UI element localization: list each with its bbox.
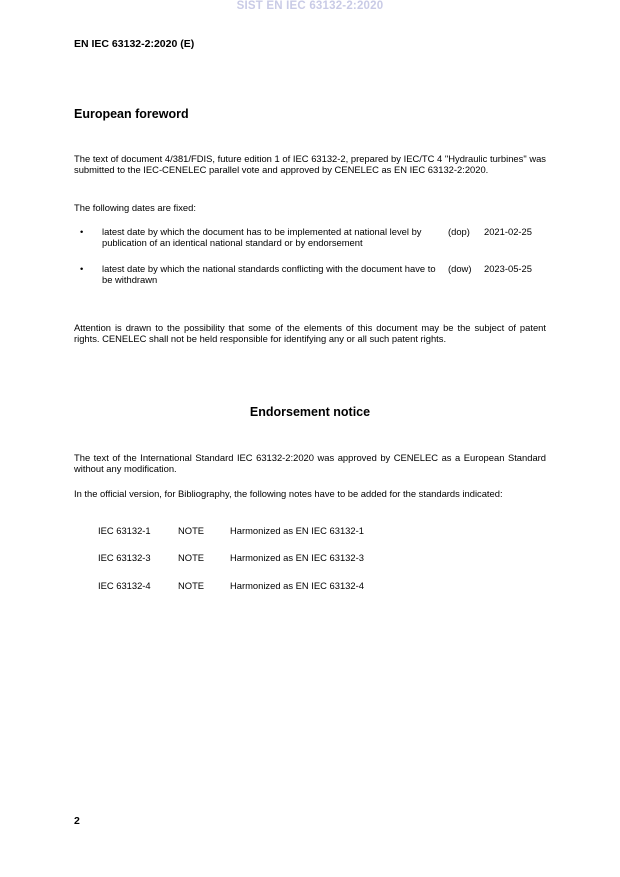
watermark: SIST EN IEC 63132-2:2020: [236, 0, 384, 12]
bullet-dot: •: [80, 226, 84, 237]
date-item-date: 2023-05-25: [484, 263, 532, 274]
bullet-dot: •: [80, 263, 84, 274]
note-label: NOTE: [178, 552, 205, 563]
endorsement-heading: Endorsement notice: [249, 405, 371, 419]
endorsement-paragraph-2: In the official version, for Bibliography, the following notes have to be added for the standards indicated:: [74, 488, 503, 499]
note-label: NOTE: [178, 525, 205, 536]
date-item-code: (dow): [448, 263, 472, 274]
note-standard: IEC 63132-1: [98, 525, 151, 536]
endorsement-paragraph-1: The text of the International Standard IEC 63132-2:2020 was approved by CENELEC as a European Standard without any modification.: [74, 452, 546, 474]
note-text: Harmonized as EN IEC 63132-3: [230, 552, 364, 563]
patent-rights-paragraph: Attention is drawn to the possibility that some of the elements of this document may be the subject of patent rights. CENELEC shall not be held responsible for identifying any or all such patent rights.: [74, 322, 546, 344]
date-item-text: latest date by which the national standards conflicting with the document have to be withdrawn: [102, 263, 436, 285]
date-item-date: 2021-02-25: [484, 226, 532, 237]
note-text: Harmonized as EN IEC 63132-1: [230, 525, 364, 536]
note-standard: IEC 63132-4: [98, 580, 151, 591]
foreword-paragraph-2: The following dates are fixed:: [74, 202, 196, 213]
foreword-heading: European foreword: [74, 107, 189, 121]
page-number: 2: [74, 815, 80, 827]
note-text: Harmonized as EN IEC 63132-4: [230, 580, 364, 591]
note-label: NOTE: [178, 580, 205, 591]
note-standard: IEC 63132-3: [98, 552, 151, 563]
date-item-code: (dop): [448, 226, 470, 237]
date-item-text: latest date by which the document has to be implemented at national level by publication of an identical national standard or by endorsement: [102, 226, 422, 248]
document-id-header: EN IEC 63132-2:2020 (E): [74, 38, 195, 50]
foreword-paragraph-1: The text of document 4/381/FDIS, future edition 1 of IEC 63132-2, prepared by IEC/TC 4 "Hydraulic turbines" was submitted to the IEC-CENELEC parallel vote and approved by CENELEC as EN IEC 63132-2:2020.: [74, 153, 546, 175]
